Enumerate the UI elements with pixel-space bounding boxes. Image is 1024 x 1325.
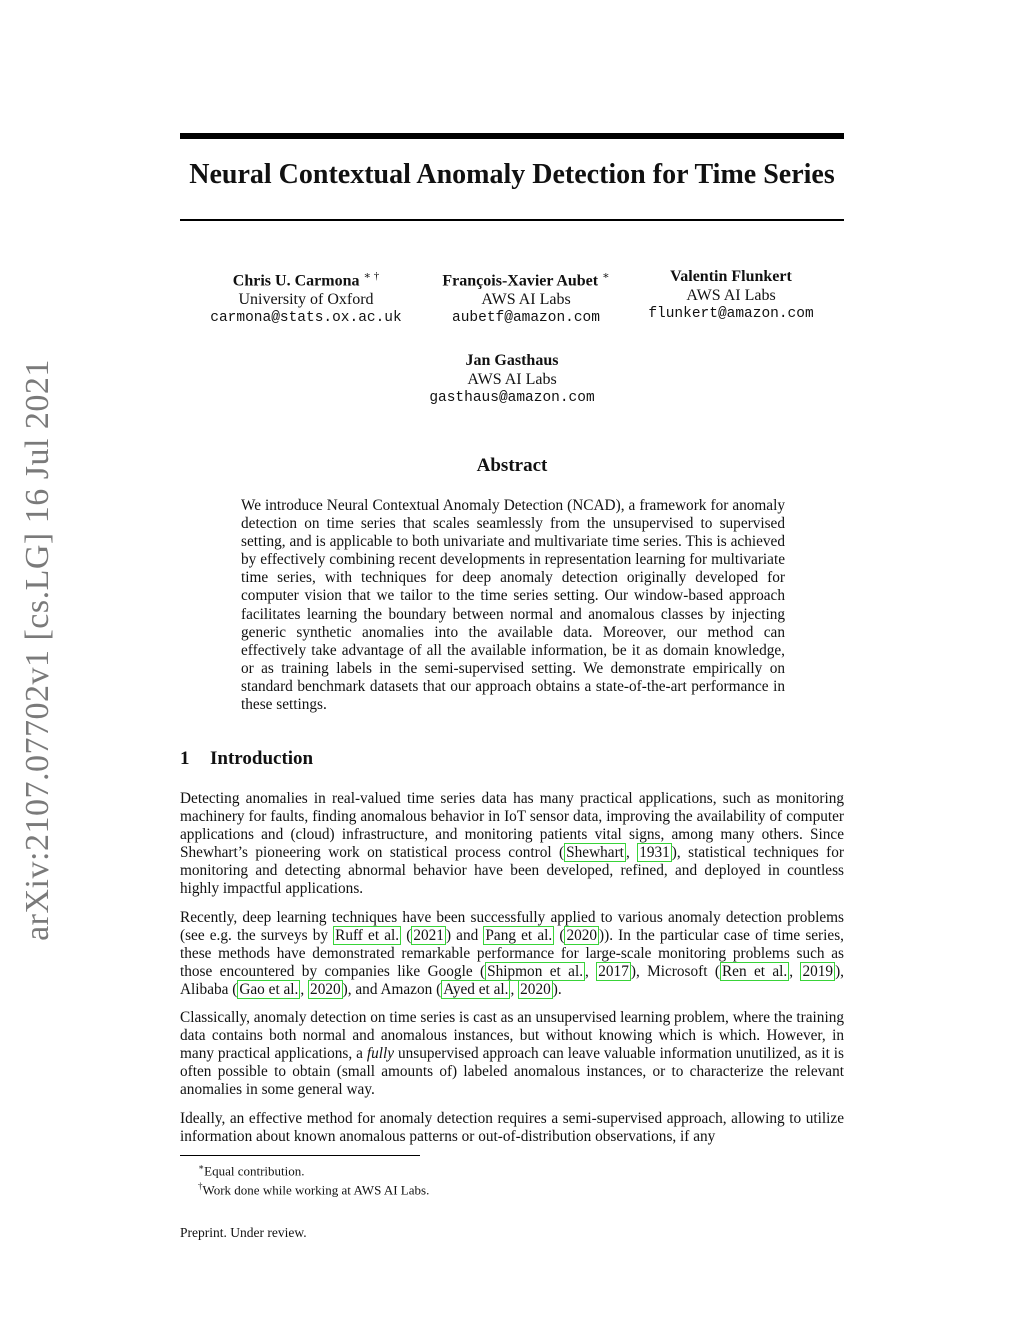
citation-link[interactable]: 2021 — [413, 927, 444, 945]
section-heading — [180, 748, 313, 770]
author-name: François-Xavier Aubet — [442, 272, 599, 290]
citation-link[interactable]: 2020 — [520, 981, 551, 999]
footnote-mark: † — [198, 1181, 203, 1191]
author-email: gasthaus@amazon.com — [429, 390, 595, 406]
author-block — [412, 351, 612, 408]
emphasis-text: fully — [366, 1045, 395, 1063]
abstract-text: We introduce Neural Contextual Anomaly Detection (NCAD), a framework for anomaly detection on time series that scales seamlessly from the unsupervised to supervised setting, and is applicable to both univariate and multivariate time series. This is achieved by effectively combining recent developments in representation learning for multivariate time series, with techniques for deep anomaly detection originally developed for computer vision that we tailor to the time series setting. Our window-based approach facilitates learning the boundary between normal and anomalous classes by injecting generic synthetic anomalies into the available data. Moreover, our method can effectively take advantage of all the available information, be it as domain knowledge, or as training labels in the semi-supervised setting. We demonstrate empirically on standard benchmark datasets that our approach obtains a state-of-the-art performance in these settings. — [241, 497, 785, 714]
title-rule-top — [180, 133, 844, 139]
paragraph-text: ), Alibaba ( — [180, 963, 844, 999]
citation-link[interactable]: 2017 — [598, 963, 629, 981]
citation-link[interactable]: Gao et al. — [239, 981, 299, 999]
paper-title: Neural Contextual Anomaly Detection for Time Series — [189, 159, 835, 190]
paragraph-text: , — [625, 844, 638, 862]
author-affiliation: AWS AI Labs — [481, 291, 571, 309]
paragraph — [180, 790, 844, 899]
author-footnote-marks: ∗ † — [363, 270, 380, 282]
paragraph — [180, 1009, 844, 1099]
citation-link[interactable]: Ren et al. — [721, 963, 788, 981]
paragraph-text: ( — [554, 927, 565, 945]
paragraph-text: , — [510, 981, 519, 999]
citation-link[interactable]: 2019 — [802, 963, 834, 981]
author-block — [636, 267, 826, 324]
author-email: aubetf@amazon.com — [452, 310, 600, 327]
paragraph — [180, 909, 844, 999]
author-name: Jan Gasthaus — [465, 352, 559, 369]
citation-link[interactable]: 1931 — [639, 844, 670, 862]
paragraph-text: ) and — [445, 927, 484, 945]
abstract-heading: Abstract — [476, 455, 548, 476]
citation-link[interactable]: Ruff et al. — [335, 927, 400, 945]
arxiv-identifier: arXiv:2107.07702v1 [cs.LG] 16 Jul 2021 — [19, 359, 56, 941]
paragraph-text: ), statistical techniques for monitoring and detecting abnormal behavior have been developed, refined, and deployed in countless highly impactful applications. — [180, 844, 844, 898]
author-affiliation: AWS AI Labs — [686, 287, 776, 304]
author-affiliation: AWS AI Labs — [467, 371, 557, 388]
preprint-footer: Preprint. Under review. — [180, 1225, 307, 1240]
paragraph-text: Recently, deep learning techniques have been successfully applied to various anomaly detection problems (see e.g. the surveys by — [180, 909, 844, 945]
paragraph: Ideally, an effective method for anomaly detection requires a semi-supervised approach, allowing to utilize information about known anomalous patterns or out-of-distribution observations, if any — [180, 1110, 844, 1146]
paragraph-text: unsupervised approach can leave valuable information unutilized, as it is often possible to obtain (small amounts of) labeled anomalous instances, or to characterize the relevant anomalies in some general way. — [180, 1045, 844, 1099]
author-name: Valentin Flunkert — [670, 268, 792, 285]
footnote-text: Work done while working at AWS AI Labs. — [202, 1182, 430, 1198]
footnote-text: Equal contribution. — [204, 1163, 305, 1179]
paragraph-text: , — [585, 963, 597, 981]
author-email: carmona@stats.ox.ac.uk — [210, 310, 402, 327]
paragraph-text: )). In the particular case of time series, these methods have demonstrated remarkable performance for large-scale monitoring problems such as those encountered by companies like Google ( — [180, 927, 844, 981]
author-name: Chris U. Carmona — [232, 272, 360, 290]
footnote — [198, 1159, 305, 1179]
citation-link[interactable]: Shewhart — [566, 844, 624, 862]
author-block — [421, 267, 631, 328]
paragraph-text: ). — [552, 981, 562, 999]
citation-link[interactable]: 2020 — [310, 981, 341, 999]
citation-link[interactable]: Shipmon et al. — [487, 963, 584, 981]
paragraph-text: ), and Amazon ( — [342, 981, 442, 999]
author-affiliation: University of Oxford — [238, 291, 374, 309]
paragraph-text: , — [789, 963, 801, 981]
footnote — [198, 1178, 429, 1198]
author-footnote-marks: ∗ — [602, 270, 610, 282]
citation-link[interactable]: 2020 — [566, 927, 598, 945]
paragraph-text: , — [300, 981, 309, 999]
paragraph-text: ), Microsoft ( — [630, 963, 720, 981]
footnote-mark: ∗ — [198, 1162, 205, 1172]
section-number: 1 — [180, 748, 190, 769]
author-email: flunkert@amazon.com — [648, 306, 814, 322]
paragraph-text: Classically, anomaly detection on time series is cast as an unsupervised learning problem, where the training data contains both normal and anomalous instances, but without knowing which is which. However, in many practical applications, a — [180, 1009, 844, 1063]
citation-link[interactable]: Ayed et al. — [443, 981, 509, 999]
section-title: Introduction — [210, 748, 314, 769]
paragraph-text: Detecting anomalies in real-valued time series data has many practical applications, such as monitoring machinery for faults, finding anomalous behavior in IoT sensor data, improving the availability of computer applications and (cloud) infrastructure, and monitoring patients vital signs, among many others. Since Shewhart’s pioneering work on statistical process control ( — [180, 790, 844, 862]
paragraph-text: ( — [401, 927, 412, 945]
title-rule-bottom — [180, 219, 844, 221]
citation-link[interactable]: Pang et al. — [485, 927, 553, 945]
footnote-rule — [180, 1155, 420, 1156]
author-block — [196, 267, 416, 328]
